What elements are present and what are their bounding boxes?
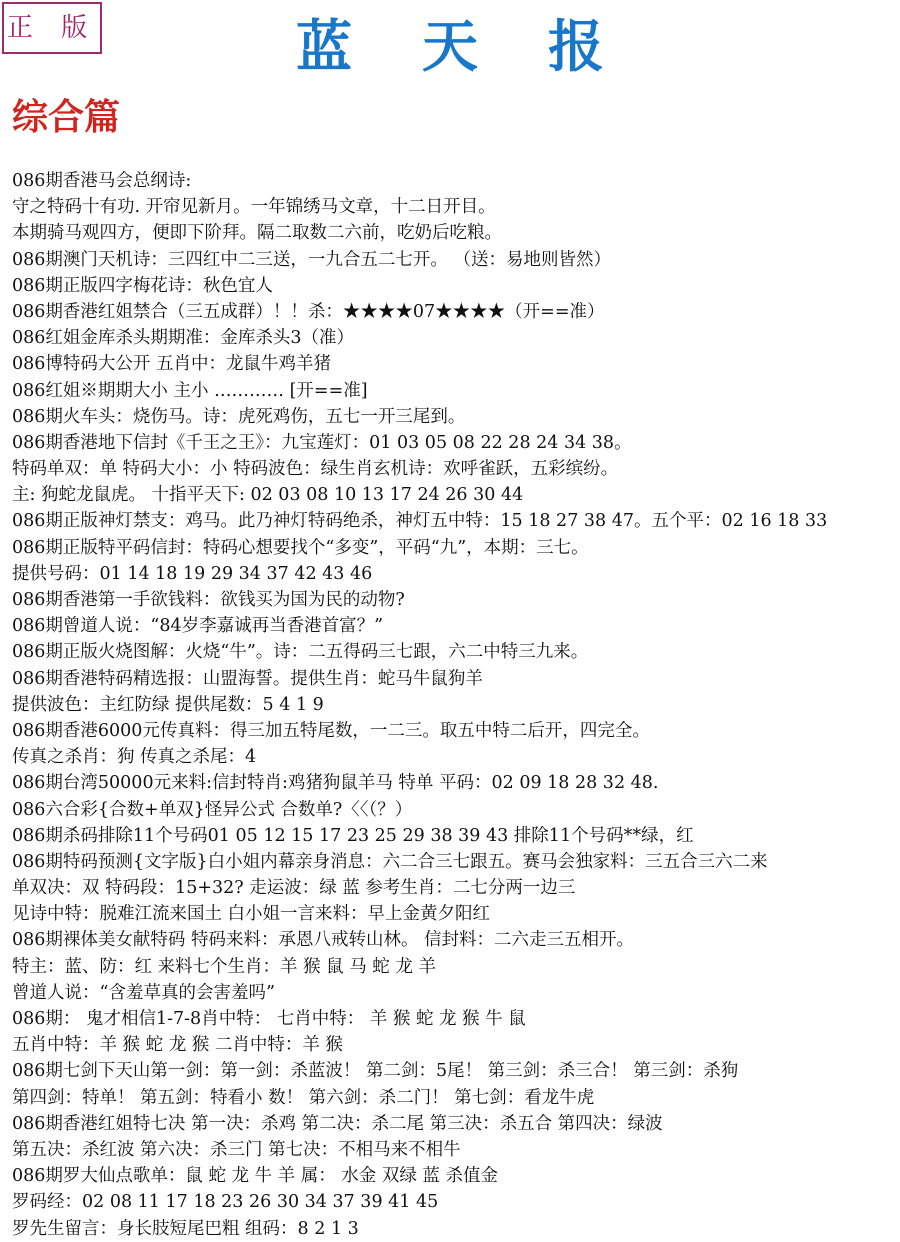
text-line: 守之特码十有功. 开帘见新月。一年锦绣马文章，十二日开目。 — [12, 197, 496, 218]
text-line: 第五决：杀红波 第六决：杀三门 第七决：不相马来不相牛 — [12, 1139, 461, 1160]
text-line: 086期裸体美女献特码 特码来料：承恩八戒转山林。 信封料：二六走三五相开。 — [12, 930, 635, 951]
text-line: 086期正版四字梅花诗：秋色宜人 — [12, 275, 273, 296]
text-line: 086红姐※期期大小 主小 ………… [开==准] — [12, 380, 368, 401]
text-line: 086期正版火烧图解：火烧“牛”。诗：二五得码三七跟，六二中特三九来。 — [12, 642, 589, 663]
text-line: 086期正版特平码信封：特码心想要找个“多变”，平码“九”，本期：三七。 — [12, 537, 589, 558]
text-line: 086六合彩{合数+单双}怪异公式 合数单?〈〈（？） — [12, 799, 413, 820]
text-line: 曾道人说：“含羞草真的会害羞吗” — [12, 982, 275, 1003]
text-line: 086期香港红姐禁合（三五成群）！！杀：★★★★07★★★★（开==准） — [12, 301, 605, 322]
text-line: 086期特码预测{文字版}白小姐内幕亲身消息：六二合三七跟五。赛马会独家料：三五合三六二来 — [12, 851, 768, 872]
text-line: 罗码经：02 08 11 17 18 23 26 30 34 37 39 41 45 — [12, 1192, 439, 1213]
text-line: 086期火车头：烧伤马。诗：虎死鸡伤，五七一开三尾到。 — [12, 406, 466, 427]
text-body — [12, 168, 897, 1242]
text-line: 086期正版神灯禁支：鸡马。此乃神灯特码绝杀，神灯五中特：15 18 27 38 47。五个平：02 16 18 33 — [12, 511, 828, 532]
text-line: 罗先生留言：身长肢短尾巴粗 组码：8 2 1 3 — [12, 1218, 359, 1239]
text-line: 提供波色：主红防绿 提供尾数：5 4 1 9 — [12, 694, 324, 715]
text-line: 086期香港6000元传真料：得三加五特尾数，一二三。取五中特二后开，四完全。 — [12, 720, 650, 741]
text-line: 086红姐金库杀头期期准：金库杀头3（准） — [12, 328, 355, 349]
text-line: 见诗中特：脱难江流来国土 白小姐一言来料：早上金黄夕阳红 — [12, 904, 491, 925]
text-line: 086期香港第一手欲钱料：欲钱买为国为民的动物? — [12, 590, 405, 610]
text-line: 086博特码大公开 五肖中：龙鼠牛鸡羊猪 — [12, 354, 331, 375]
text-line: 086期香港马会总纲诗: — [12, 171, 192, 191]
text-line: 086期台湾50000元来料:信封特肖:鸡猪狗鼠羊马 特单 平码：02 09 18 28 32 48. — [12, 773, 659, 794]
text-line: 本期骑马观四方，便即下阶拜。隔二取数二六前，吃奶后吃粮。 — [12, 223, 502, 244]
text-line: 单双决：双 特码段：15+32? 走运波：绿 蓝 参考生肖：二七分两一边三 — [12, 878, 576, 899]
text-line: 086期香港地下信封《千王之王》：九宝莲灯：01 03 05 08 22 28 24 34 38。 — [12, 432, 632, 453]
text-line: 086期香港红姐特七决 第一决：杀鸡 第二决：杀二尾 第三决：杀五合 第四决：绿波 — [12, 1113, 663, 1134]
text-line: 086期： 鬼才相信1-7-8肖中特： 七肖中特： 羊 猴 蛇 龙 猴 牛 鼠 — [12, 1009, 526, 1029]
text-line: 086期澳门天机诗：三四红中二三送，一九合五二七开。 （送：易地则皆然） — [12, 249, 611, 270]
section-title: 综合篇 — [12, 96, 121, 138]
text-line: 第四剑：特单！ 第五剑：特看小 数！ 第六剑：杀二门！ 第七剑：看龙牛虎 — [12, 1087, 595, 1108]
text-line: 特主：蓝、防：红 来料七个生肖：羊 猴 鼠 马 蛇 龙 羊 — [12, 956, 436, 977]
text-line: 提供号码：01 14 18 19 29 34 37 42 43 46 — [12, 563, 373, 584]
text-line: 086期杀码排除11个号码01 05 12 15 17 23 25 29 38 39 43 排除11个号码**绿，红 — [12, 825, 694, 846]
text-line: 086期香港特码精选报：山盟海誓。提供生肖：蛇马牛鼠狗羊 — [12, 668, 483, 689]
text-line: 特码单双：单 特码大小：小 特码波色：绿生肖玄机诗：欢呼雀跃，五彩缤纷。 — [12, 459, 619, 480]
text-line: 传真之杀肖：狗 传真之杀尾：4 — [12, 747, 257, 768]
text-line: 086期七剑下天山第一剑：第一剑：杀蓝波！ 第二剑：5尾！ 第三剑：杀三合！ 第三剑：杀狗 — [12, 1061, 739, 1082]
edition-badge: 正 版 — [2, 2, 102, 54]
text-line: 086期罗大仙点歌单：鼠 蛇 龙 牛 羊 属： 水金 双绿 蓝 杀值金 — [12, 1166, 498, 1187]
page-title: 蓝天报 — [296, 14, 674, 80]
text-line: 086期曾道人说：“84岁李嘉诚再当香港首富？” — [12, 616, 384, 637]
text-line: 主: 狗蛇龙鼠虎。 十指平天下: 02 03 08 10 13 17 24 26 30 44 — [12, 485, 524, 506]
text-line: 五肖中特：羊 猴 蛇 龙 猴 二肖中特：羊 猴 — [12, 1035, 343, 1056]
